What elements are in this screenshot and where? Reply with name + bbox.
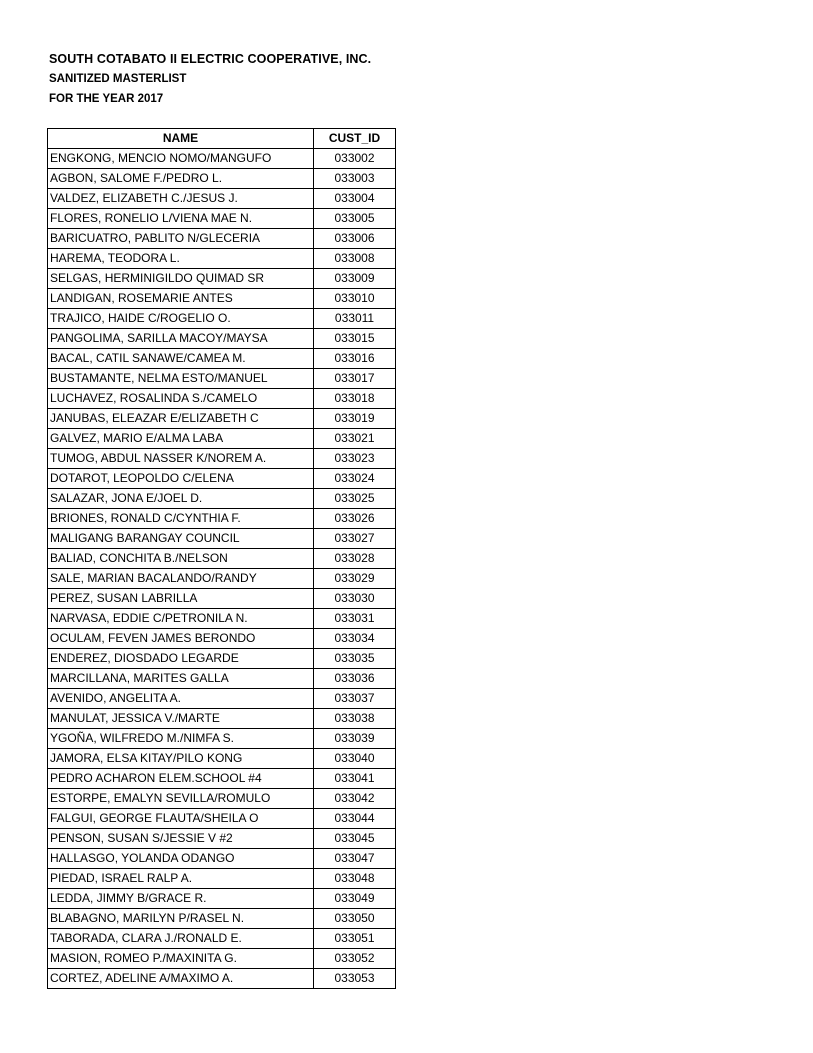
customer-name-cell: BALIAD, CONCHITA B./NELSON (48, 549, 314, 569)
company-title: SOUTH COTABATO II ELECTRIC COOPERATIVE, INC. (49, 52, 372, 66)
table-row (48, 969, 396, 989)
table-row (48, 909, 396, 929)
table-row (48, 169, 396, 189)
table-row (48, 289, 396, 309)
customer-name-cell: FALGUI, GEORGE FLAUTA/SHEILA O (48, 809, 314, 829)
table-row (48, 629, 396, 649)
table-row (48, 849, 396, 869)
table-row (48, 149, 396, 169)
table-row (48, 569, 396, 589)
customer-id-cell: 033025 (314, 489, 396, 509)
customer-name-cell: TUMOG, ABDUL NASSER K/NOREM A. (48, 449, 314, 469)
customer-name-cell: HAREMA, TEODORA L. (48, 249, 314, 269)
customer-name-cell: SALE, MARIAN BACALANDO/RANDY (48, 569, 314, 589)
table-row (48, 749, 396, 769)
table-row (48, 669, 396, 689)
year-line: FOR THE YEAR 2017 (49, 93, 164, 105)
customer-id-cell: 033027 (314, 529, 396, 549)
table-row (48, 489, 396, 509)
table-row (48, 189, 396, 209)
customer-id-cell: 033040 (314, 749, 396, 769)
customer-id-cell: 033009 (314, 269, 396, 289)
customer-id-cell: 033015 (314, 329, 396, 349)
table-row (48, 829, 396, 849)
customer-name-cell: PIEDAD, ISRAEL RALP A. (48, 869, 314, 889)
customer-id-cell: 033026 (314, 509, 396, 529)
customer-id-cell: 033030 (314, 589, 396, 609)
customer-name-cell: PENSON, SUSAN S/JESSIE V #2 (48, 829, 314, 849)
table-row (48, 509, 396, 529)
customer-id-cell: 033050 (314, 909, 396, 929)
customer-name-cell: MALIGANG BARANGAY COUNCIL (48, 529, 314, 549)
table-row (48, 269, 396, 289)
table-row (48, 429, 396, 449)
customer-id-cell: 033031 (314, 609, 396, 629)
customer-name-cell: NARVASA, EDDIE C/PETRONILA N. (48, 609, 314, 629)
customer-name-cell: PEREZ, SUSAN LABRILLA (48, 589, 314, 609)
table-row (48, 549, 396, 569)
customer-name-cell: LUCHAVEZ, ROSALINDA S./CAMELO (48, 389, 314, 409)
table-row (48, 809, 396, 829)
customer-name-cell: AGBON, SALOME F./PEDRO L. (48, 169, 314, 189)
customer-id-cell: 033017 (314, 369, 396, 389)
table-row (48, 209, 396, 229)
customer-id-cell: 033002 (314, 149, 396, 169)
table-row (48, 329, 396, 349)
table-row (48, 249, 396, 269)
customer-id-cell: 033048 (314, 869, 396, 889)
table-header-row (48, 129, 396, 149)
customer-id-cell: 033041 (314, 769, 396, 789)
customer-name-cell: MASION, ROMEO P./MAXINITA G. (48, 949, 314, 969)
customer-name-cell: BRIONES, RONALD C/CYNTHIA F. (48, 509, 314, 529)
table-row (48, 529, 396, 549)
table-row (48, 869, 396, 889)
customer-name-cell: CORTEZ, ADELINE A/MAXIMO A. (48, 969, 314, 989)
customer-name-cell: AVENIDO, ANGELITA A. (48, 689, 314, 709)
table-row (48, 389, 396, 409)
customer-id-cell: 033052 (314, 949, 396, 969)
customer-name-cell: SALAZAR, JONA E/JOEL D. (48, 489, 314, 509)
customer-name-cell: SELGAS, HERMINIGILDO QUIMAD SR (48, 269, 314, 289)
customer-id-cell: 033047 (314, 849, 396, 869)
customer-id-cell: 033039 (314, 729, 396, 749)
customer-id-cell: 033018 (314, 389, 396, 409)
customer-name-cell: PANGOLIMA, SARILLA MACOY/MAYSA (48, 329, 314, 349)
customer-id-cell: 033053 (314, 969, 396, 989)
document-header (49, 49, 371, 109)
table-row (48, 369, 396, 389)
customer-id-cell: 033004 (314, 189, 396, 209)
table-row (48, 769, 396, 789)
customer-name-cell: ENGKONG, MENCIO NOMO/MANGUFO (48, 149, 314, 169)
customer-id-cell: 033010 (314, 289, 396, 309)
customer-name-cell: JANUBAS, ELEAZAR E/ELIZABETH C (48, 409, 314, 429)
customer-name-cell: DOTAROT, LEOPOLDO C/ELENA (48, 469, 314, 489)
customer-name-cell: FLORES, RONELIO L/VIENA MAE N. (48, 209, 314, 229)
customer-id-cell: 033051 (314, 929, 396, 949)
customer-id-cell: 033038 (314, 709, 396, 729)
customer-id-cell: 033049 (314, 889, 396, 909)
table-row (48, 609, 396, 629)
customer-name-cell: BACAL, CATIL SANAWE/CAMEA M. (48, 349, 314, 369)
customer-name-cell: GALVEZ, MARIO E/ALMA LABA (48, 429, 314, 449)
table-row (48, 229, 396, 249)
customer-id-cell: 033005 (314, 209, 396, 229)
column-header-name: NAME (48, 129, 314, 149)
table-body (48, 149, 396, 989)
customer-id-cell: 033035 (314, 649, 396, 669)
customer-id-cell: 033044 (314, 809, 396, 829)
customer-id-cell: 033034 (314, 629, 396, 649)
customer-id-cell: 033008 (314, 249, 396, 269)
table-row (48, 409, 396, 429)
table-row (48, 349, 396, 369)
customer-id-cell: 033003 (314, 169, 396, 189)
table-row (48, 649, 396, 669)
table-row (48, 729, 396, 749)
customer-id-cell: 033036 (314, 669, 396, 689)
customer-name-cell: BUSTAMANTE, NELMA ESTO/MANUEL (48, 369, 314, 389)
customer-name-cell: ENDEREZ, DIOSDADO LEGARDE (48, 649, 314, 669)
customer-name-cell: BARICUATRO, PABLITO N/GLECERIA (48, 229, 314, 249)
customer-id-cell: 033006 (314, 229, 396, 249)
table-row (48, 589, 396, 609)
customer-id-cell: 033021 (314, 429, 396, 449)
customer-name-cell: MANULAT, JESSICA V./MARTE (48, 709, 314, 729)
masterlist-table (47, 128, 396, 989)
customer-name-cell: YGOÑA, WILFREDO M./NIMFA S. (48, 729, 314, 749)
table-row (48, 689, 396, 709)
table-row (48, 929, 396, 949)
customer-id-cell: 033029 (314, 569, 396, 589)
customer-id-cell: 033028 (314, 549, 396, 569)
table-row (48, 449, 396, 469)
customer-name-cell: VALDEZ, ELIZABETH C./JESUS J. (48, 189, 314, 209)
table-row (48, 789, 396, 809)
customer-id-cell: 033011 (314, 309, 396, 329)
table-row (48, 889, 396, 909)
table-row (48, 469, 396, 489)
customer-id-cell: 033045 (314, 829, 396, 849)
customer-id-cell: 033016 (314, 349, 396, 369)
customer-id-cell: 033042 (314, 789, 396, 809)
customer-name-cell: PEDRO ACHARON ELEM.SCHOOL #4 (48, 769, 314, 789)
table-row (48, 949, 396, 969)
customer-name-cell: BLABAGNO, MARILYN P/RASEL N. (48, 909, 314, 929)
document-subtitle: SANITIZED MASTERLIST (49, 73, 187, 85)
customer-name-cell: LEDDA, JIMMY B/GRACE R. (48, 889, 314, 909)
customer-name-cell: TABORADA, CLARA J./RONALD E. (48, 929, 314, 949)
customer-name-cell: MARCILLANA, MARITES GALLA (48, 669, 314, 689)
column-header-cust-id: CUST_ID (314, 129, 396, 149)
customer-name-cell: JAMORA, ELSA KITAY/PILO KONG (48, 749, 314, 769)
customer-id-cell: 033023 (314, 449, 396, 469)
customer-name-cell: TRAJICO, HAIDE C/ROGELIO O. (48, 309, 314, 329)
customer-name-cell: HALLASGO, YOLANDA ODANGO (48, 849, 314, 869)
customer-name-cell: ESTORPE, EMALYN SEVILLA/ROMULO (48, 789, 314, 809)
customer-name-cell: LANDIGAN, ROSEMARIE ANTES (48, 289, 314, 309)
customer-id-cell: 033019 (314, 409, 396, 429)
customer-id-cell: 033037 (314, 689, 396, 709)
table-row (48, 309, 396, 329)
customer-name-cell: OCULAM, FEVEN JAMES BERONDO (48, 629, 314, 649)
customer-id-cell: 033024 (314, 469, 396, 489)
table-row (48, 709, 396, 729)
